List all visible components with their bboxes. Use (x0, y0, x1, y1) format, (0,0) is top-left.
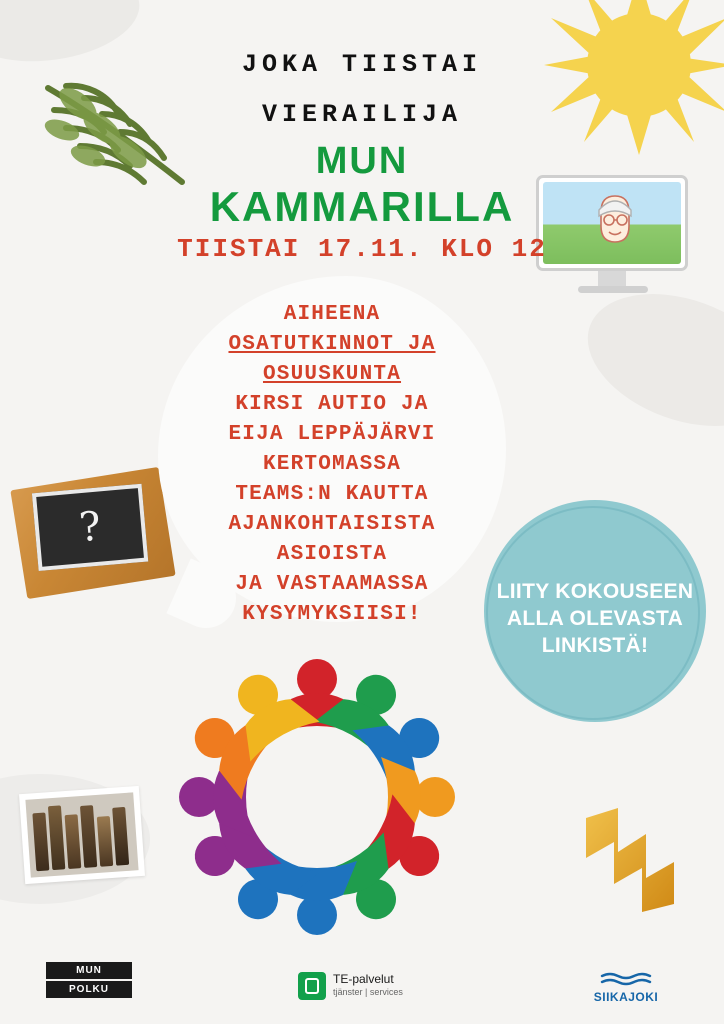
footer-logos (0, 944, 724, 1024)
page-title-line-2: KAMMARILLA (209, 183, 515, 230)
page-title-line-1: MUN (315, 140, 409, 182)
chisels-photo (19, 786, 145, 884)
te-mark-icon (298, 972, 326, 1000)
chalkboard (32, 484, 148, 571)
orange-zigzag-shape (576, 804, 686, 914)
bubble-line-6: KERTOMASSA (262, 453, 402, 476)
bubble-line-11: KYSYMYKSIISI! (242, 603, 422, 626)
chisel (48, 805, 65, 870)
people-circle-illustration (165, 655, 470, 940)
callout-line-2: ALLA OLEVASTA (506, 607, 684, 630)
callout-line-1: LIITY KOKOUSEEN (496, 580, 694, 603)
chisel (65, 814, 82, 869)
monitor-base (578, 286, 648, 293)
siikajoki-logo (584, 972, 668, 1004)
header-line-1: JOKA TIISTAI (241, 50, 483, 79)
bubble-line-3: OSUUSKUNTA (262, 363, 402, 386)
te-text (333, 973, 403, 999)
bubble-text (158, 300, 506, 630)
question-mark-icon: ? (77, 503, 103, 552)
bubble-line-10: JA VASTAAMASSA (235, 573, 429, 596)
te-title: TE-palvelut (333, 972, 394, 986)
bubble-line-4: KIRSI AUTIO JA (235, 393, 429, 416)
bubble-line-1: AIHEENA (283, 303, 381, 326)
te-palvelut-logo (298, 968, 428, 1004)
chisel (97, 816, 113, 867)
monitor-stand (598, 271, 626, 287)
bubble-line-5: EIJA LEPPÄJÄRVI (228, 423, 436, 446)
event-datetime: TIISTAI 17.11. KLO 12 (177, 234, 547, 264)
callout-line-3: LINKISTÄ! (541, 634, 649, 657)
question-mark-photo (10, 467, 175, 599)
bubble-line-8: AJANKOHTAISISTA (228, 513, 436, 536)
bubble-line-9: ASIOISTA (276, 543, 388, 566)
munpolku-line-1: MUN (46, 962, 132, 979)
bubble-line-2: OSATUTKINNOT JA (228, 333, 436, 356)
callout-text (484, 578, 706, 659)
header-line-2: VIERAILIJA (261, 100, 463, 129)
waves-icon (584, 972, 668, 988)
siikajoki-name: SIIKAJOKI (593, 990, 659, 1004)
chisel (112, 807, 129, 866)
chisel (80, 805, 97, 868)
chisels-photo-inner (25, 792, 138, 877)
te-subtitle: tjänster | services (333, 987, 403, 997)
munpolku-logo (46, 962, 132, 1006)
bubble-line-7: TEAMS:N KAUTTA (235, 483, 429, 506)
munpolku-line-2: POLKU (46, 981, 132, 998)
sun-icon (544, 0, 724, 160)
chisel (32, 813, 49, 872)
